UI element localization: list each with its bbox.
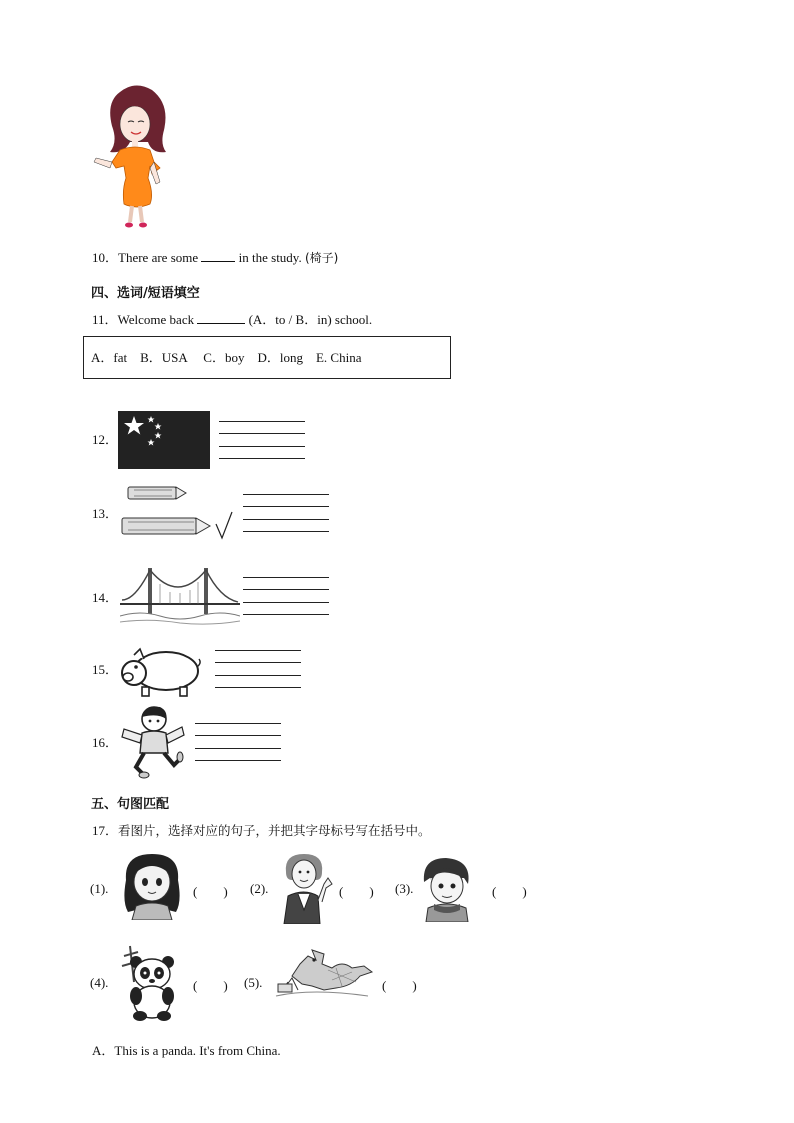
answer-parentheses[interactable]: ( ): [382, 978, 417, 993]
question-11: [92, 312, 372, 328]
panda-icon: [116, 942, 182, 1022]
match-label: (2).: [250, 881, 269, 896]
pencils-long-icon: [118, 484, 236, 544]
question-number: 11．: [92, 312, 118, 327]
woman-waving-icon: [276, 850, 334, 924]
question-number: 14．: [92, 590, 119, 605]
answer-blank[interactable]: [201, 250, 235, 262]
pig-icon: [120, 645, 202, 699]
answer-parentheses[interactable]: ( ): [339, 884, 374, 899]
question-number: 12．: [92, 432, 119, 447]
match-label: (5).: [244, 975, 263, 990]
question-number: 16．: [92, 735, 119, 750]
bridge-icon: [120, 560, 240, 628]
section-heading: 四、选词/短语填空: [91, 286, 200, 301]
match-label: (3).: [395, 881, 414, 896]
girl-icon: [118, 850, 186, 920]
answer-parentheses[interactable]: ( ): [193, 884, 228, 899]
boy-scarf-icon: [420, 856, 474, 922]
answer-parentheses[interactable]: ( ): [193, 978, 228, 993]
question-number: 17．: [92, 823, 119, 838]
match-label: (4).: [90, 975, 109, 990]
question-number: 10．: [92, 250, 119, 265]
question-text: in the study.: [238, 250, 302, 265]
question-text: There are some: [118, 250, 199, 265]
dragon-icon: [272, 946, 376, 1002]
question-text: Welcome back: [117, 312, 195, 327]
answer-blank[interactable]: [197, 312, 245, 324]
chinese-hint: (椅子): [304, 251, 339, 265]
answer-parentheses[interactable]: ( ): [492, 884, 527, 899]
china-flag-icon: [118, 411, 210, 469]
question-17: [92, 823, 431, 839]
match-label: (1).: [90, 881, 109, 896]
question-text: (A．to / B．in) school.: [248, 312, 373, 327]
word-options-box: [83, 336, 451, 379]
woman-illustration: [90, 82, 180, 232]
question-10: [92, 250, 338, 266]
boy-icon: [120, 705, 186, 779]
answer-option-a: A．This is a panda. It's from China.: [92, 1043, 281, 1058]
question-instruction: 看图片，选择对应的句子，并把其字母标号写在括号中。: [118, 823, 431, 838]
section-heading: 五、句图匹配: [91, 797, 170, 812]
word-options: A．fat B．USA C．boy D．long E. China: [91, 350, 362, 365]
question-number: 13．: [92, 506, 119, 521]
question-number: 15．: [92, 662, 119, 677]
